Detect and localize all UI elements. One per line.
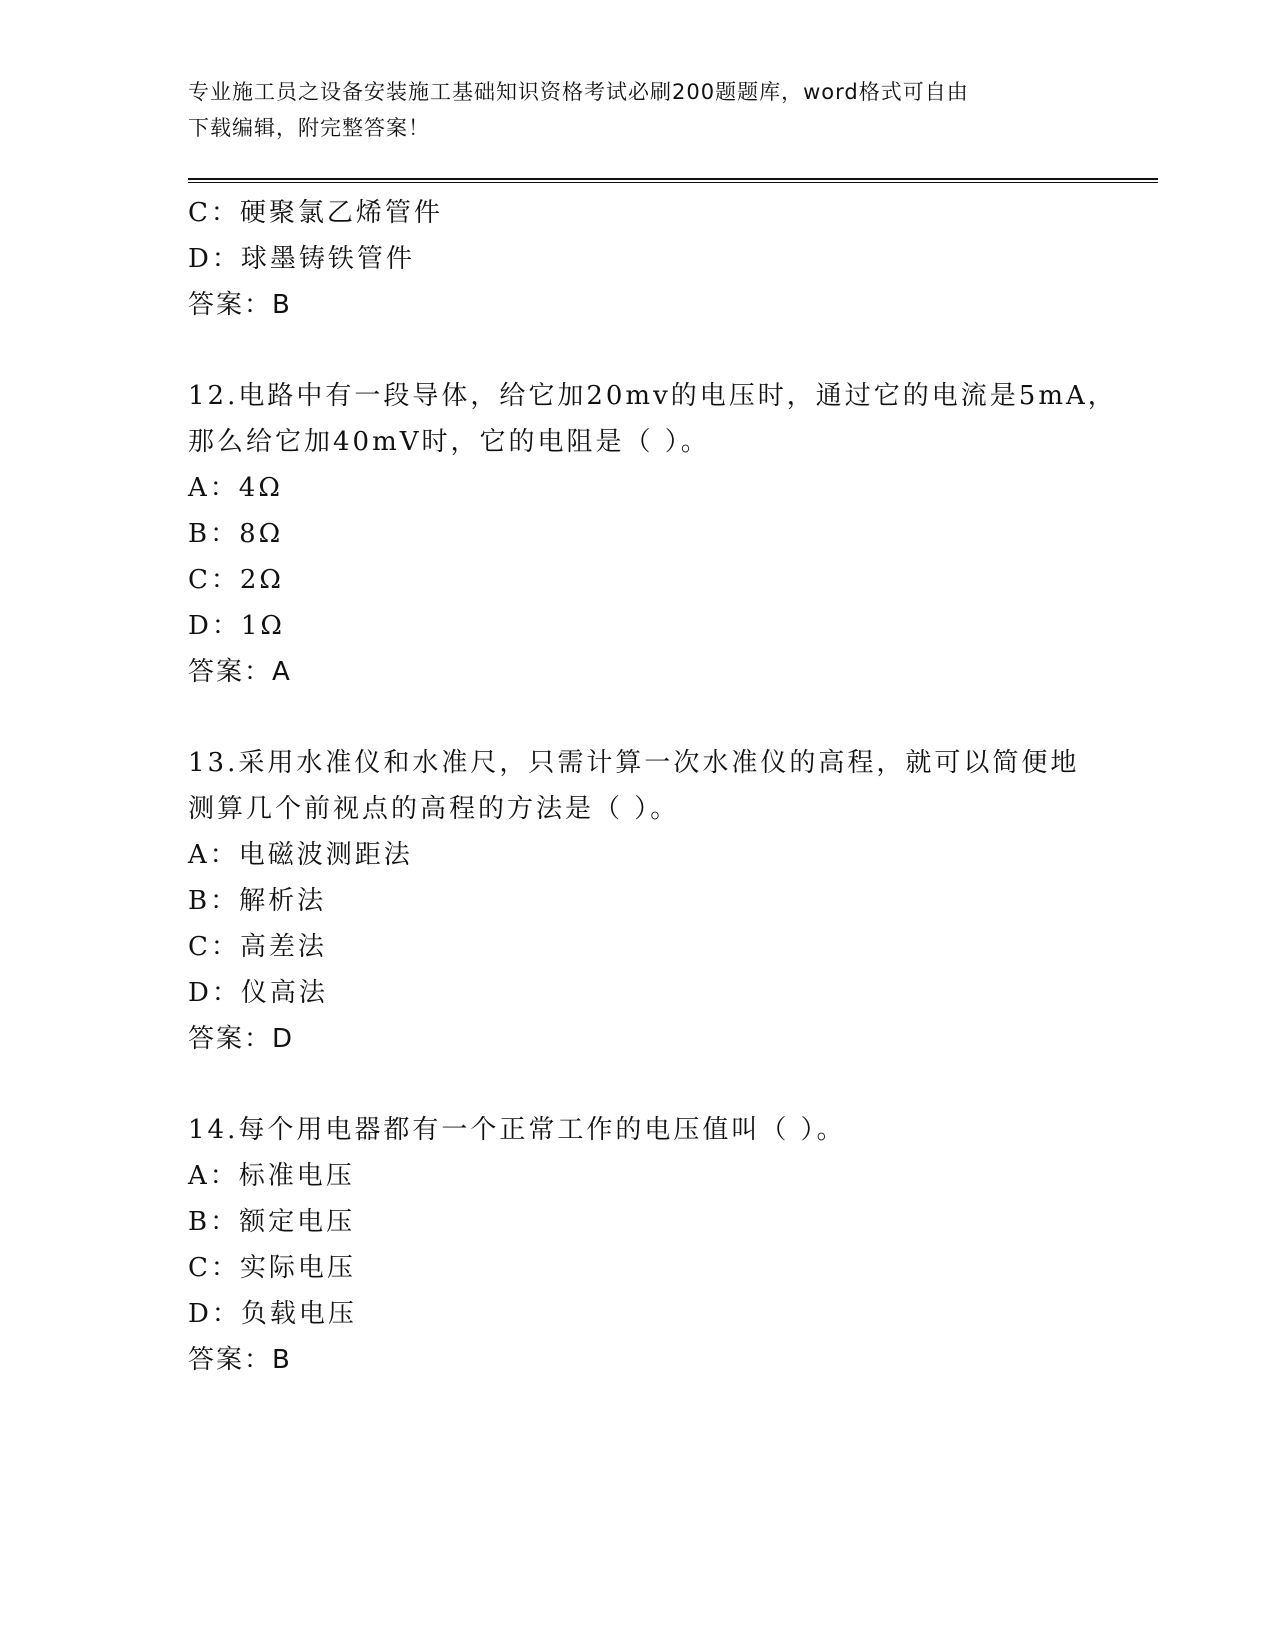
- question-text-line: 13.采用水准仪和水准尺，只需计算一次水准仪的高程，就可以简便地: [188, 748, 1080, 778]
- option-c: C：硬聚氯乙烯管件: [188, 198, 443, 228]
- option-c: C：实际电压: [188, 1253, 356, 1283]
- header-divider: [188, 178, 1158, 183]
- option-a: A：标准电压: [188, 1161, 355, 1191]
- question-list: [188, 190, 1117, 1383]
- option-c: C：高差法: [188, 932, 327, 962]
- option-d: D：仪高法: [188, 978, 328, 1008]
- option-d: D：负载电压: [188, 1299, 357, 1329]
- answer-line: 答案：B: [188, 1345, 292, 1375]
- question-fragment: [188, 190, 1088, 328]
- option-b: B：8Ω: [188, 519, 284, 549]
- question-text-line: 测算几个前视点的高程的方法是（ ）。: [188, 794, 680, 824]
- question-text-line: 14.每个用电器都有一个正常工作的电压值叫（ ）。: [188, 1115, 846, 1145]
- answer-line: 答案：D: [188, 1024, 295, 1054]
- option-b: B：额定电压: [188, 1207, 356, 1237]
- option-a: A：电磁波测距法: [188, 840, 413, 870]
- question-text-line: 那么给它加40mV时，它的电阻是（ ）。: [188, 427, 710, 457]
- option-d: D：球墨铸铁管件: [188, 244, 415, 274]
- document-header: [188, 74, 1088, 146]
- question-12: [188, 373, 1117, 695]
- question-text-line: 12.电路中有一段导体，给它加20mv的电压时，通过它的电流是5mA，: [188, 381, 1117, 411]
- answer-line: 答案：A: [188, 657, 292, 687]
- option-c: C：2Ω: [188, 565, 284, 595]
- question-13: [188, 740, 1088, 1062]
- header-title-line-1: 专业施工员之设备安装施工基础知识资格考试必刷200题题库，word格式可自由: [188, 80, 969, 104]
- header-title-line-2: 下载编辑，附完整答案！: [188, 116, 430, 140]
- option-b: B：解析法: [188, 886, 327, 916]
- question-14: [188, 1107, 1088, 1383]
- option-a: A：4Ω: [188, 473, 283, 503]
- answer-line: 答案：B: [188, 290, 292, 320]
- option-d: D：1Ω: [188, 611, 285, 641]
